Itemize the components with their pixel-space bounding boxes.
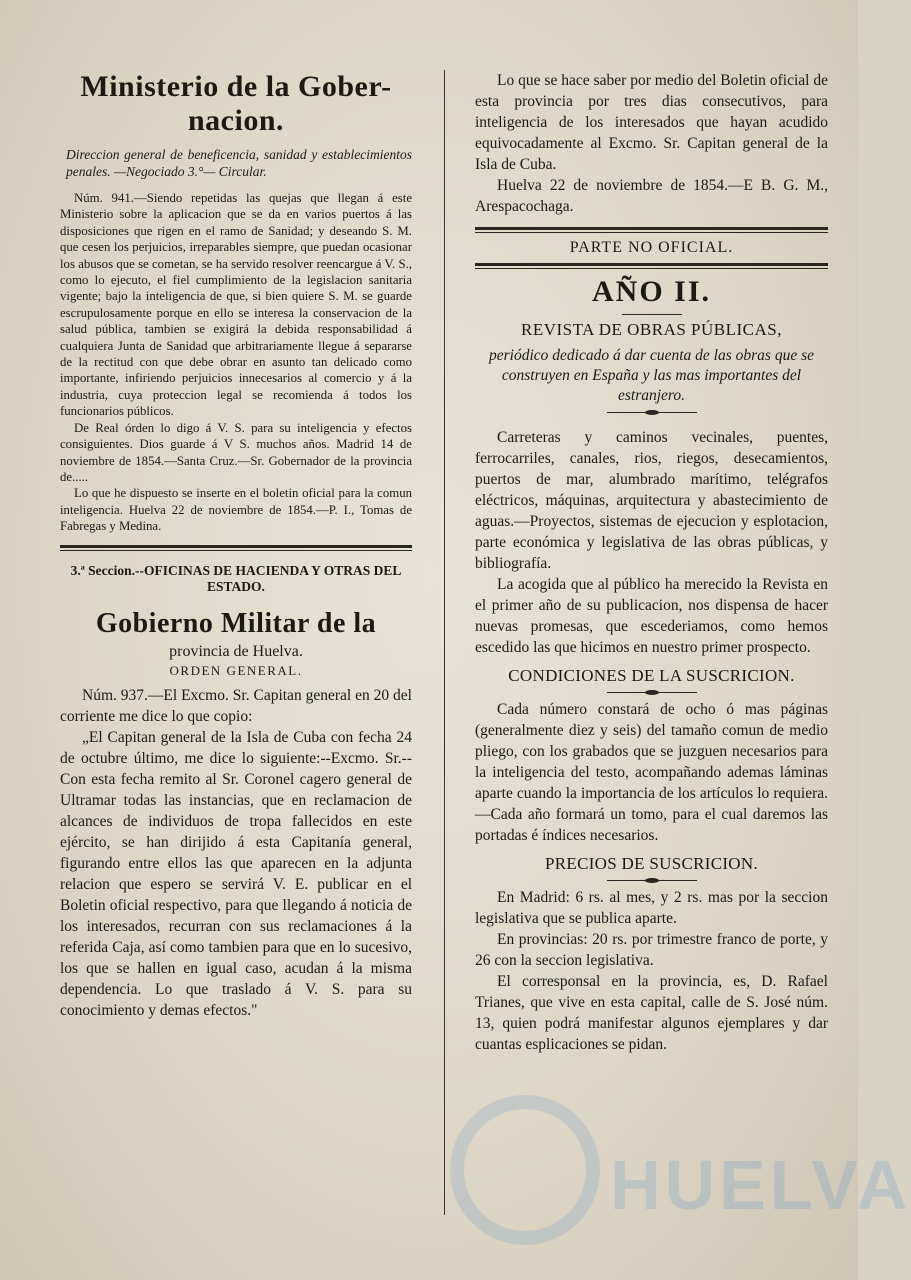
ano-heading: AÑO II.	[591, 275, 711, 308]
precios-paragraph: El corresponsal en la provincia, es, D. Rafael Trianes, que vive en esta capital, calle de S. José núm. 13, quien podrá manifestar algunos ejemplares y dar cuantas esplicaciones se pidan.	[475, 973, 828, 1053]
double-rule	[475, 227, 828, 233]
parte-no-oficial-heading: PARTE NO OFICIAL.	[569, 239, 734, 256]
watermark-text: HUELVA	[610, 1146, 911, 1224]
notice-body	[475, 70, 828, 217]
column-divider	[444, 70, 445, 1215]
circular-paragraph: Núm. 941.—Siendo repetidas las quejas que llegan á este Ministerio sobre la aplicacion que se da en varios puertos á las disposiciones que rigen en el ramo de Sanidad; y deseando S. M. que cesen los perjuicios, irreparables siempre, que puedan ocasionar los abusos que se cometan, se ha servido resolver reencargue á V. S., como lo ejecuto, el fiel cumplimiento de la legislacion sanitaria vigente; bajo la inteligencia de que, si bien quiere S. M. se guarde escrupulosamente porque en ello se interesa la conservacion de la salud pública, tambien se exigirá la debida responsabilidad á cualquiera Junta de Sanidad que arbitrariamente llegue á separarse de la rectitud con que debe obrar en asunto tan delicado como importante, infiriendo perjuicios innecesarios al comercio y á la industria, cuya proteccion legal se recomienda á todos los funcionarios públicos.	[60, 191, 412, 419]
revista-subtitle: periódico dedicado á dar cuenta de las obras que se construyen en España y las mas importantes del estranjero.	[488, 347, 814, 404]
ministry-subtitle: Direccion general de beneficencia, sanidad y establecimientos penales. —Negociado 3.°— Circular.	[66, 147, 412, 179]
double-rule	[60, 545, 412, 551]
gobierno-subtitle: provincia de Huelva.	[169, 642, 303, 660]
ministry-title: Ministerio de la Gober-nacion.	[80, 70, 392, 137]
condiciones-paragraph: Cada número constará de ocho ó mas páginas (generalmente diez y seis) del tamaño comun de medio pliego, con los grabados que se juzguen necesarios para la inteligencia del testo, acompañando ademas láminas aparte cuando la importancia de los artículos lo requiera.—Cada año formará un tomo, para el cual daremos las portadas é índices necesarios.	[475, 701, 828, 844]
ornament-rule	[607, 692, 697, 693]
orden-body	[60, 685, 412, 1021]
revista-paragraph: La acogida que al público ha merecido la Revista en el primer año de su publicacion, nos dispensa de hacer nuevas promesas, que escederiamos, como hemos escedido las que hicimos en nuestro primer prospecto.	[475, 576, 828, 656]
precios-heading: PRECIOS DE SUSCRICION.	[545, 854, 758, 873]
precios-paragraph: En Madrid: 6 rs. al mes, y 2 rs. mas por la seccion legislativa que se publica aparte.	[475, 889, 828, 927]
section-heading: 3.ª Seccion.--OFICINAS DE HACIENDA Y OTRAS DEL ESTADO.	[70, 562, 402, 594]
left-column	[60, 70, 412, 1021]
ornament-rule	[607, 880, 697, 881]
circular-body	[60, 190, 412, 535]
huelva-watermark	[450, 1085, 911, 1255]
orden-paragraph: Núm. 937.—El Excmo. Sr. Capitan general en 20 del corriente me dice lo que copio:	[60, 686, 412, 725]
circular-paragraph: De Real órden lo digo á V. S. para su inteligencia y efectos consiguientes. Dios guarde á V S. muchos años. Madrid 14 de noviembre de 1854.—Santa Cruz.—Sr. Gobernador de la provincia de.....	[60, 420, 412, 484]
circular-paragraph: Lo que he dispuesto se inserte en el boletin oficial para la comun inteligencia. Huelva 22 de noviembre de 1854.—P. I., Tomas de Fabregas y Medina.	[60, 486, 412, 534]
precios-paragraph: En provincias: 20 rs. por trimestre franco de porte, y 26 con la seccion legislativa.	[475, 931, 828, 969]
condiciones-heading: CONDICIONES DE LA SUSCRICION.	[508, 666, 795, 685]
orden-general-heading: ORDEN GENERAL.	[169, 662, 303, 678]
right-column	[475, 70, 828, 1055]
watermark-emblem-icon	[450, 1095, 600, 1245]
revista-body	[475, 427, 828, 658]
notice-paragraph: Lo que se hace saber por medio del Boletin oficial de esta provincia por tres dias consecutivos, para inteligencia de los interesados que hayan acudido equivocadamente al Excmo. Sr. Capitan general de la Isla de Cuba.	[475, 72, 828, 173]
revista-paragraph: Carreteras y caminos vecinales, puentes, ferrocarriles, canales, rios, riegos, desecamientos, puertos de mar, alumbrado marítimo, telégrafos eléctricos, máquinas, arquitectura y abastecimiento de aguas.—Proyectos, sistemas de ejecucion y esplotacion, parte económica y legislativa de las obras públicas, y bibliografía.	[475, 429, 828, 572]
ornament-rule	[622, 314, 682, 315]
precios-body	[475, 887, 828, 1055]
gobierno-title: Gobierno Militar de la	[95, 607, 377, 639]
revista-title: REVISTA DE OBRAS PÚBLICAS,	[520, 320, 782, 339]
notice-paragraph: Huelva 22 de noviembre de 1854.—E B. G. M., Arespacochaga.	[475, 177, 828, 215]
orden-paragraph: „El Capitan general de la Isla de Cuba con fecha 24 de octubre último, me dice lo siguiente:--Excmo. Sr.--Con esta fecha remito al Sr. Coronel cagero general de Ultramar todas las instancias, que en reclamacion de alcances de individuos de tropa fallecidos en este ejército, se han dirijido á esta Capitanía general, figurando entre ellos las que aparecen en la adjunta relacion que espero se servirá V. E. publicar en el Boletin oficial respectivo, para que llegando á noticia de los interesados, recurran con sus reclamaciones á la referida Caja, así como tambien para que en lo sucesivo, los que se hallen en igual caso, acudan á la misma dependencia. Lo que traslado á V. S. para su conocimiento y demas efectos."	[60, 728, 412, 1019]
double-rule	[475, 263, 828, 269]
condiciones-body	[475, 699, 828, 846]
ornament-rule	[607, 412, 697, 413]
